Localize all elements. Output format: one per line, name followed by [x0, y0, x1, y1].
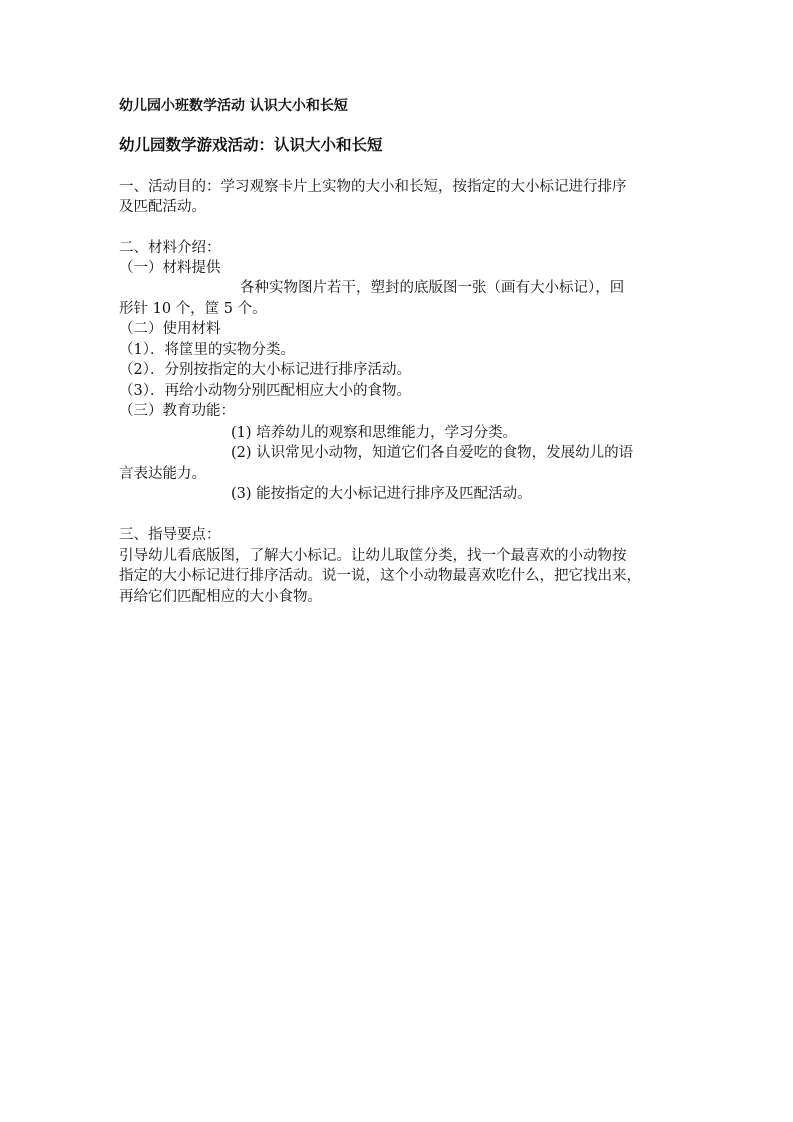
section-2-sub-1-line-2: 形针 10 个，筐 5 个。 [119, 301, 267, 317]
section-1-line-1: 一、活动目的：学习观察卡片上实物的大小和长短，按指定的大小标记进行排序 [119, 179, 627, 195]
section-2-sub-2-item-2: （2）．分别按指定的大小标记进行排序活动。 [119, 362, 411, 378]
section-2-sub-3-heading: （三）教育功能： [119, 403, 235, 419]
section-3-line-2: 指定的大小标记进行排序活动。说一说，这个小动物最喜欢吃什么，把它找出来， [119, 568, 641, 584]
section-2-sub-2-heading: （二）使用材料 [119, 321, 221, 337]
section-3-line-1: 引导幼儿看底版图，了解大小标记。让幼儿取筐分类，找一个最喜欢的小动物按 [119, 548, 627, 564]
section-2-sub-1-line-1: 各种实物图片若干，塑封的底版图一张（画有大小标记），回 [240, 280, 625, 296]
section-2-sub-1-heading: （一）材料提供 [119, 260, 221, 276]
section-1-line-2: 及匹配活动。 [119, 199, 206, 215]
section-3-line-3: 再给它们匹配相应的大小食物。 [119, 589, 322, 605]
section-2-sub-3-item-1: (1) 培养幼儿的观察和思维能力，学习分类。 [231, 425, 518, 441]
document-main-title: 幼儿园数学游戏活动：认识大小和长短 [119, 135, 383, 154]
section-2-heading: 二、材料介绍： [119, 240, 221, 256]
section-2-sub-2-item-1: （1）．将筐里的实物分类。 [119, 342, 295, 358]
section-2-sub-2-item-3: （3）．再给小动物分别匹配相应大小的食物。 [119, 383, 411, 399]
document-small-title: 幼儿园小班数学活动 认识大小和长短 [119, 98, 348, 114]
section-3-heading: 三、指导要点： [119, 527, 221, 543]
section-2-sub-3-item-2-line-2: 言表达能力。 [119, 466, 206, 482]
section-2-sub-3-item-3: (3) 能按指定的大小标记进行排序及匹配活动。 [231, 486, 532, 502]
section-2-sub-3-item-2-line-1: (2) 认识常见小动物，知道它们各自爱吃的食物，发展幼儿的语 [231, 445, 634, 461]
